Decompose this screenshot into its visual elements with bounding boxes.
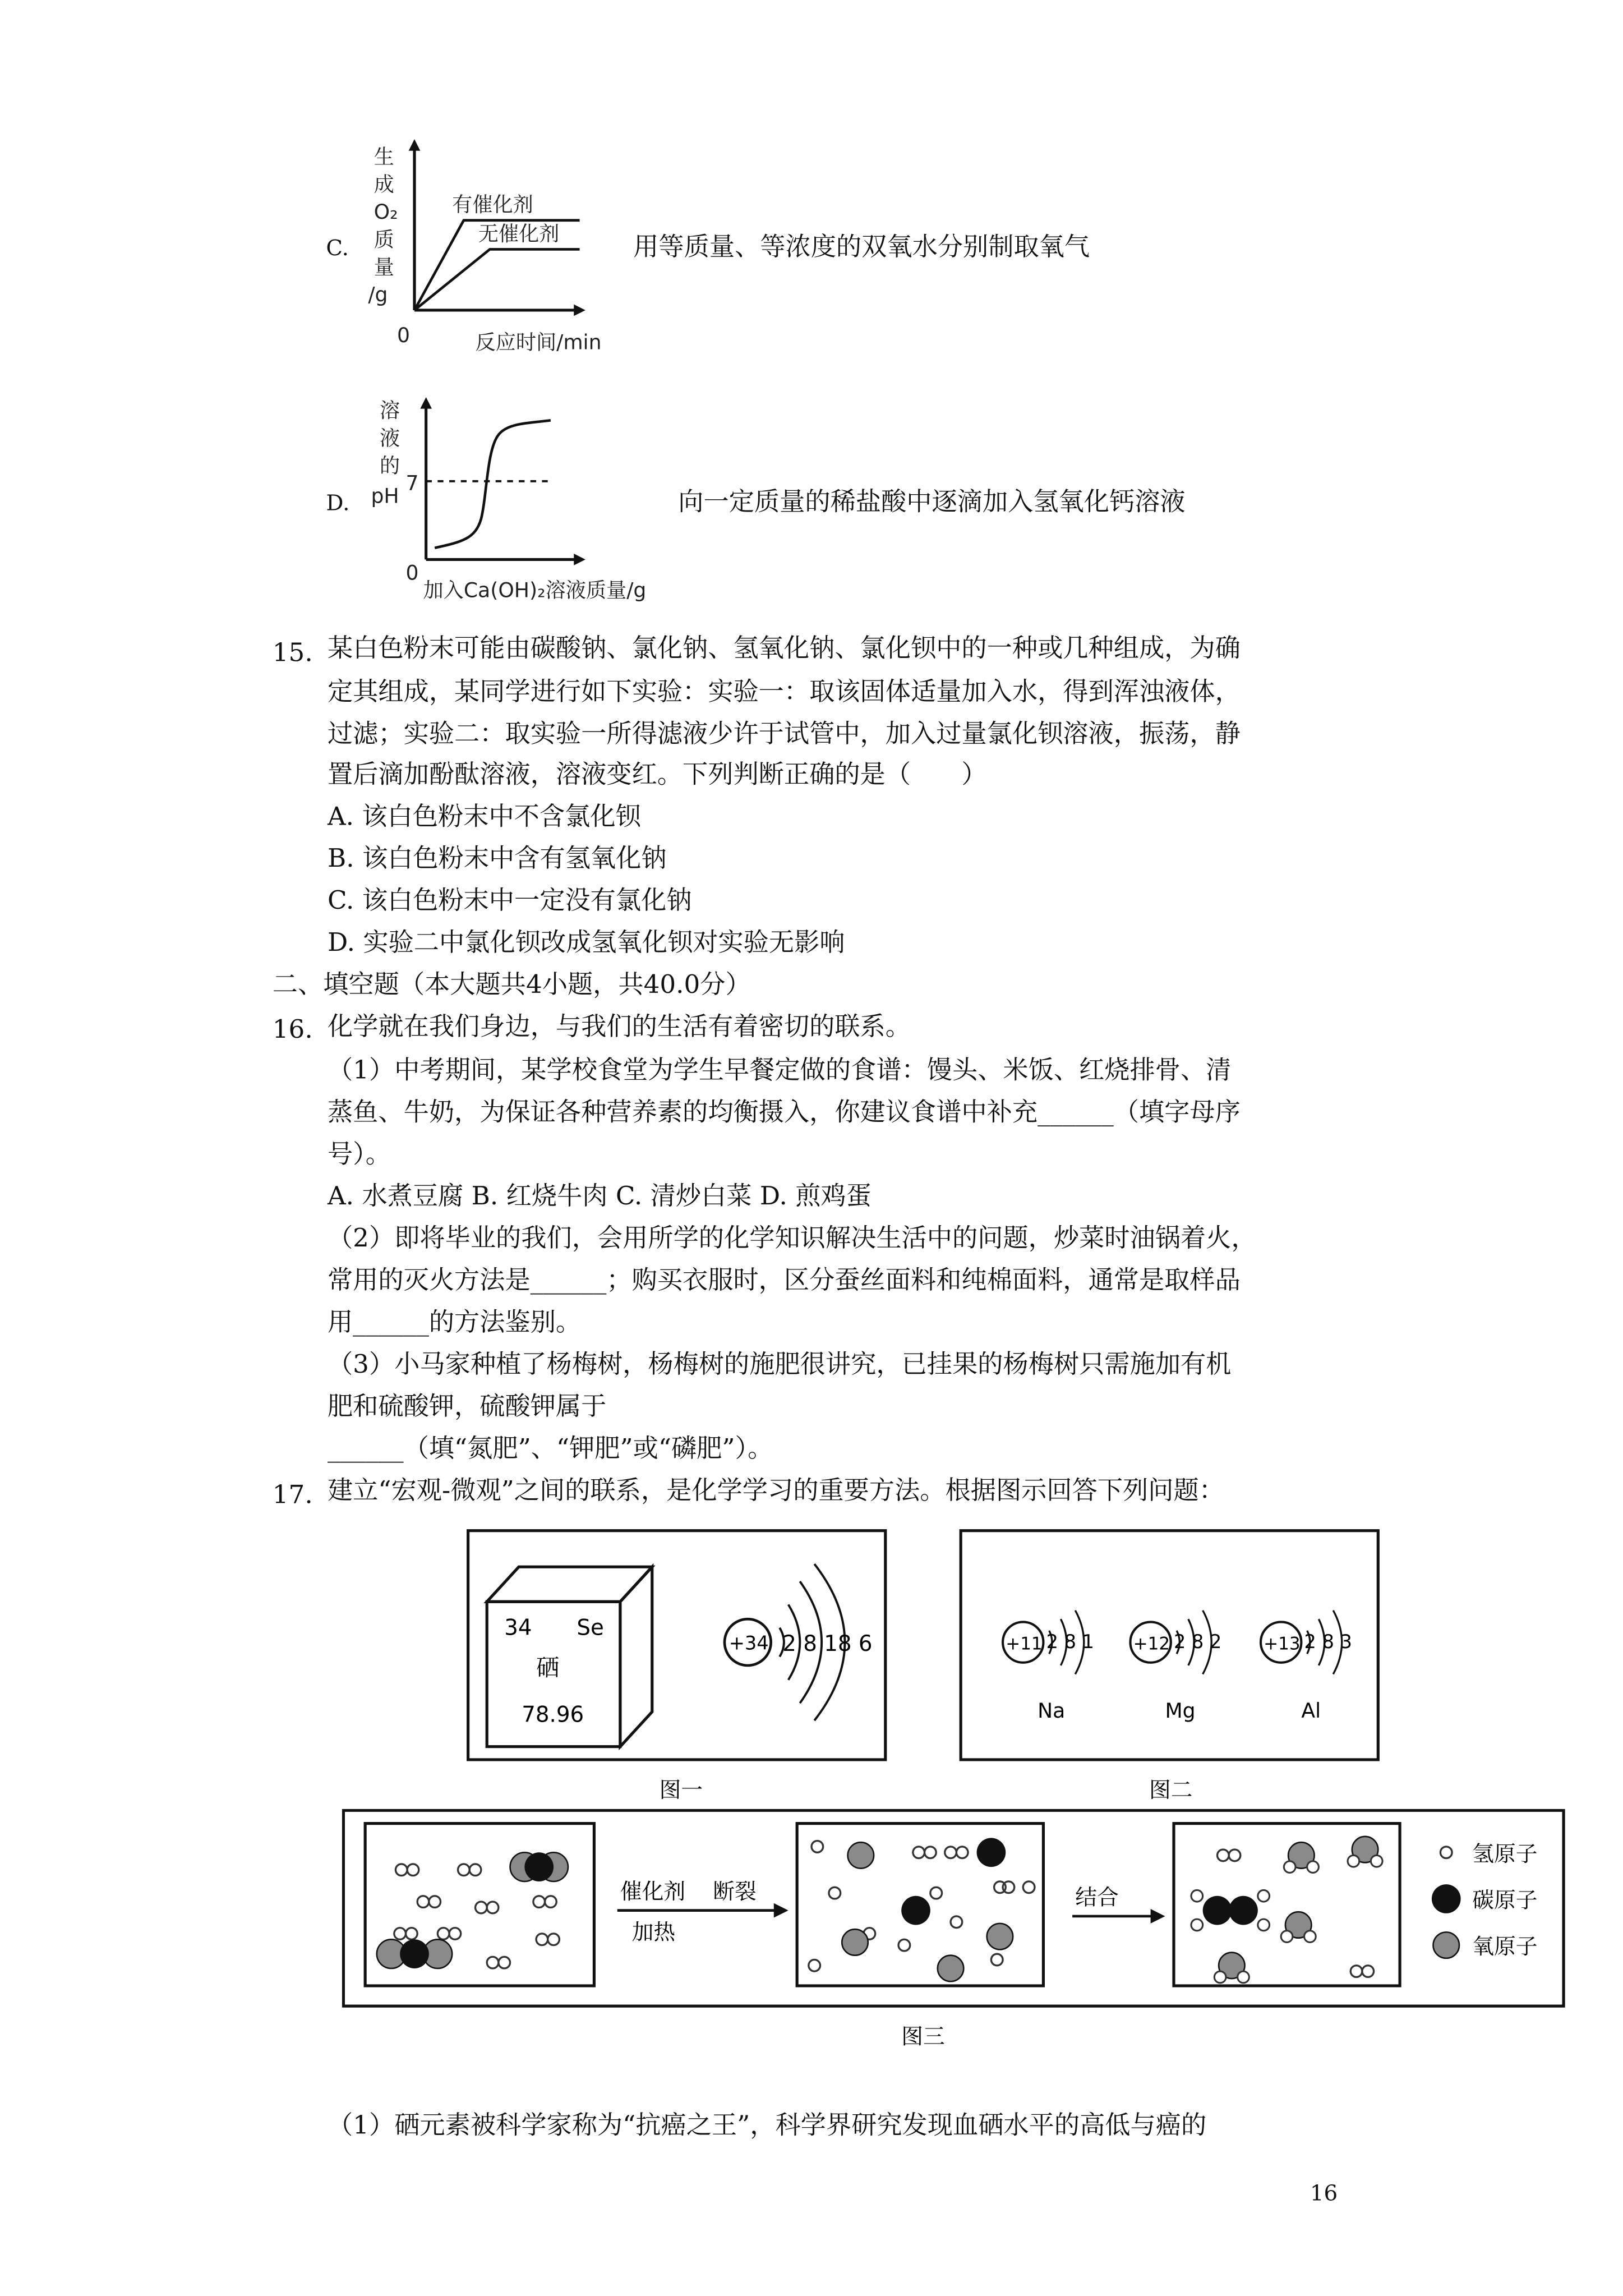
q15-option-c: C. 该白色粉末中一定没有氯化钠: [327, 887, 692, 917]
figure-1-atomic-number: 34: [504, 1615, 532, 1641]
figure-3-legend-hydrogen: 氢原子: [1472, 1841, 1538, 1867]
graph-c-label-catalyst: 有催化剂: [452, 192, 533, 217]
figure-2-na-nucleus: +11: [1006, 1634, 1043, 1654]
q17-number: 17.: [272, 1481, 313, 1511]
graph-c-ylabel-6: /g: [368, 282, 388, 307]
page-number: 16: [1310, 2180, 1338, 2206]
q15-line-4: 置后滴加酚酞溶液，溶液变红。下列判断正确的是（ ）: [327, 761, 987, 790]
figure-2-al-electrons: 2 8 3: [1304, 1630, 1352, 1653]
figure-1-cube-side: [620, 1567, 652, 1746]
option-d-letter: D.: [326, 490, 350, 516]
figure-1-cube-top: [487, 1567, 652, 1602]
q15-option-b: B. 该白色粉末中含有氢氧化钠: [327, 845, 667, 875]
figure-2-al-nucleus: +13: [1264, 1634, 1301, 1654]
figure-2-na-symbol: Na: [1038, 1698, 1066, 1723]
figure-2-atom-al: [1261, 1611, 1352, 1723]
figure-3-free-oxygen-1: [848, 1842, 874, 1869]
figure-3-legend-hydrogen-icon: [1440, 1847, 1452, 1858]
graph-d-seven: 7: [405, 471, 419, 495]
q16-line-8: （3）小马家种植了杨梅树，杨梅树的施肥很讲究，已挂果的杨梅树只需施加有机: [327, 1351, 1232, 1380]
figure-3-free-carbon-1: [977, 1838, 1006, 1867]
figure-3-arrow2-combine: 结合: [1075, 1885, 1119, 1911]
graph-c-y-arrow: [409, 139, 421, 151]
graph-c-xlabel: 反应时间/min: [475, 330, 602, 355]
graph-c-x-arrow: [574, 305, 585, 316]
graph-d: [348, 392, 681, 609]
q16-line-6: 常用的灭火方法是______；购买衣服时，区分蚕丝面料和纯棉面料，通常是取样品: [327, 1267, 1241, 1296]
graph-d-x-arrow: [574, 554, 585, 565]
graph-d-y-arrow: [420, 397, 432, 409]
figure-3-legend-oxygen: 氧原子: [1472, 1934, 1538, 1960]
figure-3-arrow1-heat: 加热: [631, 1920, 676, 1945]
q16-line-10: ______（填“氮肥”、“钾肥”或“磷肥”）。: [327, 1435, 773, 1464]
graph-c-ylabel-3: O₂: [374, 200, 398, 224]
figure-1-atomic-mass: 78.96: [522, 1702, 584, 1728]
option-c-letter: C.: [326, 234, 349, 261]
graph-d-ylabel-1: 溶: [379, 398, 400, 423]
q16-line-1: （1）中考期间，某学校食堂为学生早餐定做的食谱：馒头、米饭、红烧排骨、清: [327, 1056, 1232, 1086]
figure-1-caption: 图一: [659, 1778, 703, 1803]
graph-d-origin: 0: [405, 560, 419, 585]
option-d-text: 向一定质量的稀盐酸中逐滴加入氢氧化钙溶液: [678, 488, 1186, 518]
q16-number: 16.: [272, 1016, 313, 1046]
q15-option-a: A. 该白色粉末中不含氯化钡: [327, 803, 641, 832]
q16-line-7: 用______的方法鉴别。: [327, 1309, 582, 1338]
graph-c-origin: 0: [396, 323, 411, 347]
graph-d-xlabel: 加入Ca(OH)₂溶液质量/g: [423, 578, 647, 602]
figure-3-co2-molecule-2: [377, 1939, 452, 1968]
figure-3-arrow1-break: 断裂: [713, 1879, 757, 1904]
figure-1-electrons: 2 8 18 6: [782, 1631, 873, 1657]
q16-line-3: 号）。: [327, 1140, 391, 1170]
option-c-text: 用等质量、等浓度的双氧水分别制取氧气: [633, 233, 1090, 263]
graph-c-ylabel: [368, 145, 398, 306]
section-2-heading: 二、填空题（本大题共4小题，共40.0分）: [272, 971, 751, 1000]
q15-option-d: D. 实验二中氯化钡改成氢氧化钡对实验无影响: [327, 929, 845, 958]
figure-2-mg-electrons: 2 8 2: [1173, 1630, 1222, 1653]
figure-2-caption: 图二: [1149, 1778, 1193, 1803]
figure-3-legend-oxygen-icon: [1433, 1932, 1460, 1958]
graph-d-ylabel-4: pH: [371, 484, 399, 508]
q16-intro: 化学就在我们身边，与我们的生活有着密切的联系。: [327, 1013, 911, 1042]
q15-line-1: 某白色粉末可能由碳酸钠、氯化钠、氢氧化钠、氯化钡中的一种或几种组成，为确: [327, 634, 1241, 664]
q15-line-2: 定其组成，某同学进行如下实验：实验一：取该固体适量加入水，得到浑浊液体，: [327, 678, 1241, 707]
q17-intro: 建立“宏观-微观”之间的联系，是化学学习的重要方法。根据图示回答下列问题：: [327, 1477, 1224, 1506]
figure-3-free-oxygen-3: [938, 1955, 964, 1982]
graph-c-ylabel-4: 质: [374, 227, 394, 252]
figure-1-symbol: Se: [577, 1615, 604, 1641]
figure-2-atom-na: [1003, 1611, 1094, 1723]
graph-c-label-no-catalyst: 无催化剂: [478, 221, 560, 246]
figure-2-na-electrons: 2 8 1: [1046, 1630, 1095, 1653]
graph-d-ylabel-3: 的: [379, 453, 400, 478]
graph-d-curve: [435, 420, 551, 547]
figure-2-mg-nucleus: +12: [1133, 1634, 1170, 1654]
figure-3-co2-molecule-1: [510, 1852, 568, 1881]
figure-3-legend-carbon-icon: [1432, 1884, 1461, 1913]
q17-part-1: （1）硒元素被科学家称为“抗癌之王”，科学界研究发现血硒水平的高低与癌的: [327, 2111, 1207, 2141]
figure-3-arrow1-catalyst: 催化剂: [620, 1879, 686, 1904]
figure-2-al-symbol: Al: [1301, 1698, 1321, 1723]
figure-3-arrow2-head: [1151, 1909, 1165, 1924]
figure-3-free-carbon-2: [901, 1896, 930, 1925]
q16-line-5: （2）即将毕业的我们，会用所学的化学知识解决生活中的问题，炒菜时油锅着火，: [327, 1225, 1257, 1254]
figure-3-arrow1-head: [774, 1903, 789, 1918]
figure-1-element-name: 硒: [536, 1654, 560, 1682]
figure-2: [960, 1529, 1383, 1805]
graph-c-ylabel-2: 成: [374, 172, 394, 197]
q15-number: 15.: [272, 639, 313, 669]
q16-line-4: A. 水煮豆腐 B. 红烧牛肉 C. 清炒白菜 D. 煎鸡蛋: [327, 1182, 872, 1212]
figure-1-nucleus-charge: +34: [728, 1632, 769, 1654]
graph-c-curve-no-catalyst: [414, 249, 580, 310]
q16-line-2: 蒸鱼、牛奶，为保证各种营养素的均衡摄入，你建议食谱中补充______（填字母序: [327, 1098, 1241, 1128]
figure-3-free-oxygen-2: [842, 1929, 868, 1955]
graph-c: [348, 131, 638, 362]
figure-3-free-oxygen-4: [987, 1924, 1013, 1950]
figure-3-caption: 图三: [901, 2024, 945, 2050]
figure-2-mg-symbol: Mg: [1165, 1698, 1196, 1723]
figure-1: [467, 1529, 890, 1805]
figure-3-product-molecules: [1191, 1837, 1382, 1983]
graph-c-ylabel-5: 量: [374, 255, 394, 279]
figure-2-atom-mg: [1130, 1611, 1221, 1723]
graph-c-ylabel-1: 生: [374, 144, 394, 169]
figure-3: [342, 1809, 1568, 2055]
graph-d-ylabel-2: 液: [379, 426, 400, 450]
q16-line-9: 肥和硫酸钾，硫酸钾属于: [327, 1393, 607, 1422]
figure-3-legend-carbon: 碳原子: [1472, 1888, 1538, 1913]
q15-line-3: 过滤；实验二：取实验一所得滤液少许于试管中，加入过量氯化钡溶液，振荡，静: [327, 720, 1241, 749]
